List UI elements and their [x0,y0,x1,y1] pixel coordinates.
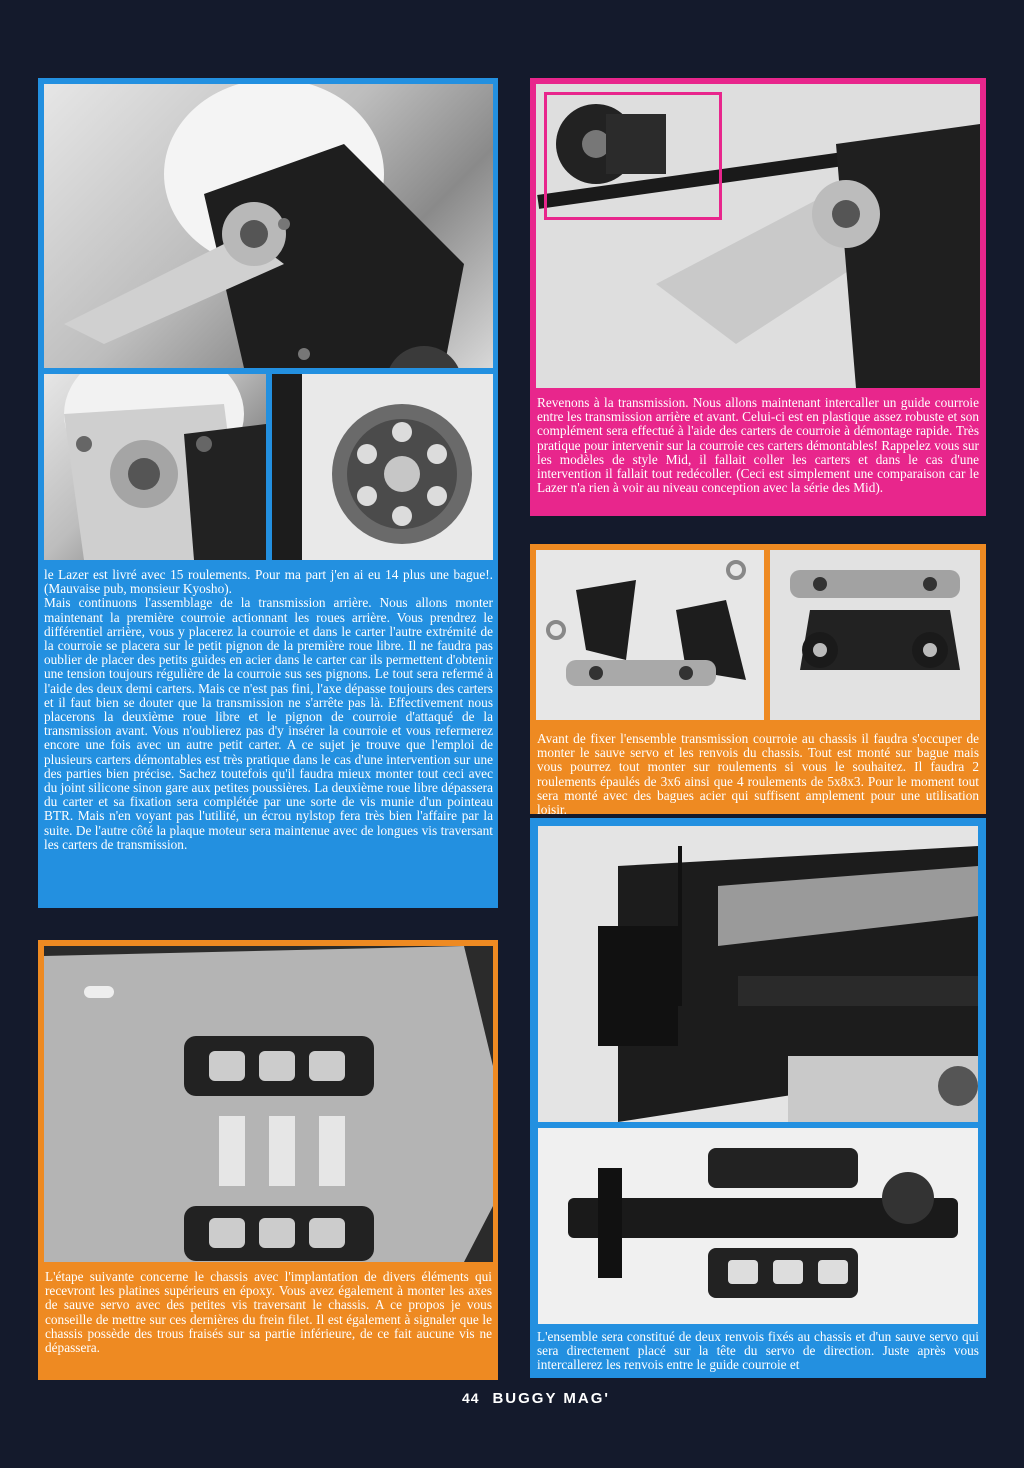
text-transmission-guide [537,396,979,510]
photo-chassis-on-plan [538,1128,978,1324]
text-ensemble [537,1330,979,1378]
photo-spur-gear [272,374,493,560]
paragraph: L'ensemble sera constitué de deux renvois fixés au chassis et d'un sauve servo qui sera directement placé sur la tête du servo de direction. Juste après vous intercallerez les renvois entre le guide courroie et [537,1329,979,1373]
text-chassis [45,1270,492,1374]
photo-gearbox-closeup [44,374,266,560]
paragraph: L'étape suivante concerne le chassis avec l'implantation de divers éléments qui recevront les platines supérieurs en époxy. Vous avez également à monter les axes de sauve servo avec des petites vis traversant le chassis. A ce propos je vous conseille de mettre sur ces dernières du frein filet. Il est également à signaler que le chassis possède des trous fraisés sur sa partie inférieure, de ce fait aucune vis ne dépassera. [45,1269,492,1356]
text-transmission-rear [44,568,493,902]
photo-chassis-plate [44,946,493,1262]
photo-servo-parts-1 [536,550,764,720]
paragraph: Revenons à la transmission. Nous allons maintenant intercaller un guide courroie entre les transmission arrière et avant. Celui-ci est en plastique assez robuste et son complément sera effectué à l'aide des carters de courroie à démontage rapide. Très pratique pour intervenir sur la courroie ces carters démontables! Rappelez vous sur les modèles de style Mid, il fallait coller les carters et dans le cas d'une intervention il fallait tout redécoller. (Ceci est simplement une comparaison car le Lazer n'a rien à voir au niveau conception avec la série des Mid). [537,395,979,496]
paragraph: Mais continuons l'assemblage de la transmission arrière. Nous allons monter maintenant la première courroie actionnant les roues arrière. Vous prendrez le différentiel arrière, vous y placerez la courroie et dans le carter l'autre extrémité de la courroie se placera sur le petit pignon de la première roue libre. Il ne faudra pas oublier de placer des petits guides en acier dans le carter car ils permettent d'obtenir une tension toujours régulière de la courroie sus ses pignons. Le tout sera refermé à l'aide des deux demi carters. Mais ce n'est pas fini, l'axe dépasse toujours des carters et il faut bien se douter que la transmission ne s'arrête pas là. Effectivement nous placerons la deuxième roue libre et le pignon de courroie d'attaqué de la transmission avant. Vous n'oublierez pas d'y insérer la courroie et vous refermerez encore une fois avec un autre petit carter. A ce sujet je trouve que l'emploi de plusieurs carters démontables est très pratique dans le cas d'une intervention sur une des parties bien précise. Sachez toutefois qu'il faudra mieux monter tout ceci avec du joint silicone sinon gare aux petites poussières. La deuxième roue libre dépassera du carter et sa fixation sera complétée par une sorte de vis munie d'un pointeau BTR. Mais n'en voyant pas l'utilité, un écrou nylstop fera très bien l'affaire par la suite. De l'autre côté la plaque moteur sera maintenue avec de longues vis traversant les carters de transmission. [44,595,493,852]
text-sauve-servo [537,731,979,818]
magazine-name: BUGGY MAG' [492,1390,610,1407]
photo-servo-parts-2 [770,550,980,720]
paragraph: Avant de fixer l'ensemble transmission courroie au chassis il faudra s'occuper de monter le sauve servo et les renvois du chassis. Tout est monté sur bague mais vous pourrez tout monter sur roulements si vous le souhaitez. Il faudra 2 roulements épaulés de 3x6 ainsi que 4 roulements de 5x8x3. Pour le moment tout sera monté avec des bagues acier qui suffisent amplement pour une utilisation loisir. [537,731,979,818]
photo-chassis-assembly [538,826,978,1122]
page-footer [462,1390,610,1407]
photo-gearbox-large [44,84,493,368]
paragraph: le Lazer est livré avec 15 roulements. Pour ma part j'en ai eu 14 plus une bague!.(Mauvaise pub, monsieur Kyosho). [44,567,493,597]
highlight-frame [544,92,722,220]
page-number: 44 [462,1390,480,1406]
